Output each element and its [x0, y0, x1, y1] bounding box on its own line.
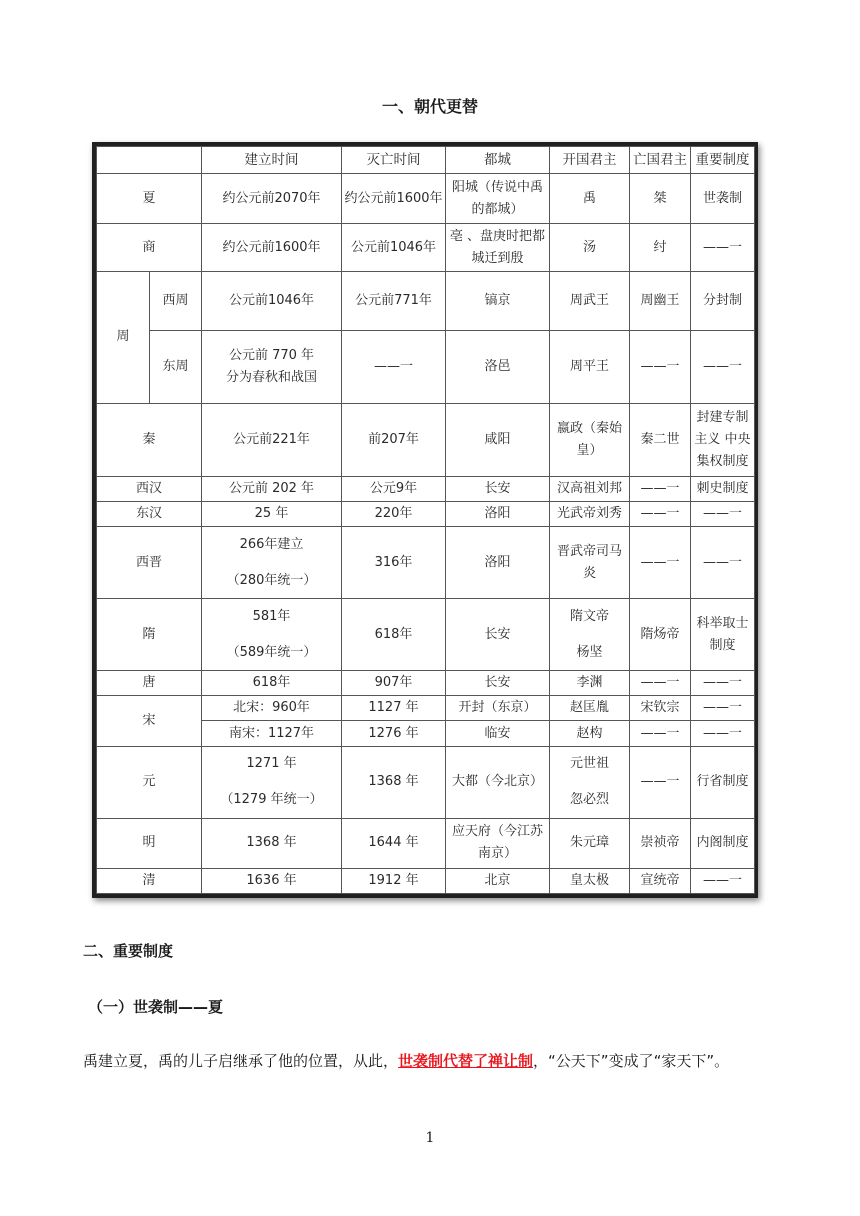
dynasty-name: 东汉: [97, 501, 202, 526]
start-line-1: 公元前 770 年: [228, 348, 315, 364]
table-row: [97, 599, 755, 671]
start-line-1: 581年: [252, 608, 291, 624]
founder-cell: 晋武帝司马炎: [550, 526, 630, 598]
table-row: [97, 818, 755, 868]
end-cell: 1276 年: [342, 721, 446, 746]
founder-cell: [550, 746, 630, 818]
capital-cell: 阳城（传说中禹的都城）: [446, 174, 550, 224]
system-cell: ——一: [691, 224, 755, 272]
paragraph-text: 禹建立夏，禹的儿子启继承了他的位置，从此，: [83, 1052, 399, 1070]
dynasty-name: 周: [97, 272, 150, 403]
founder-cell: 禹: [550, 174, 630, 224]
end-cell: 1644 年: [342, 818, 446, 868]
last-ruler-cell: 崇祯帝: [630, 818, 691, 868]
dynasty-name: 商: [97, 224, 202, 272]
start-cell: 南宋：1127年: [202, 721, 342, 746]
founder-line-2: 杨坚: [576, 644, 603, 660]
system-cell: 刺史制度: [691, 476, 755, 501]
capital-cell: 长安: [446, 671, 550, 696]
header-cell: 亡国君主: [630, 147, 691, 174]
start-cell: 25 年: [202, 501, 342, 526]
last-ruler-cell: 桀: [630, 174, 691, 224]
last-ruler-cell: 秦二世: [630, 403, 691, 476]
dynasty-name: 西汉: [97, 476, 202, 501]
founder-cell: 周武王: [550, 272, 630, 331]
dynasty-name: 宋: [97, 696, 202, 746]
table-row: [97, 272, 755, 331]
table-row: [97, 671, 755, 696]
last-ruler-cell: ——一: [630, 476, 691, 501]
founder-cell: 汤: [550, 224, 630, 272]
system-cell: 分封制: [691, 272, 755, 331]
end-cell: 公元前771年: [342, 272, 446, 331]
capital-cell: 长安: [446, 599, 550, 671]
capital-cell: 应天府（今江苏南京）: [446, 818, 550, 868]
start-cell: 618年: [202, 671, 342, 696]
founder-cell: 赵构: [550, 721, 630, 746]
start-line-2: （589年统一）: [226, 644, 317, 660]
capital-cell: 洛阳: [446, 526, 550, 598]
capital-cell: 长安: [446, 476, 550, 501]
table-row: [97, 868, 755, 893]
dynasty-name: 夏: [97, 174, 202, 224]
page-heading: 一、朝代更替: [381, 97, 478, 116]
founder-cell: 皇太极: [550, 868, 630, 893]
highlighted-text: 世袭制代替了禅让制: [398, 1052, 534, 1070]
dynasty-name: 清: [97, 868, 202, 893]
capital-cell: 亳 、盘庚时把都城迁到殷: [446, 224, 550, 272]
system-cell: 世袭制: [691, 174, 755, 224]
dynasty-table: [96, 146, 755, 894]
end-cell: 1368 年: [342, 746, 446, 818]
dynasty-name: 明: [97, 818, 202, 868]
system-cell: 科举取士制度: [691, 599, 755, 671]
system-cell: ——一: [691, 526, 755, 598]
capital-cell: 咸阳: [446, 403, 550, 476]
capital-cell: 洛邑: [446, 331, 550, 403]
header-cell: 开国君主: [550, 147, 630, 174]
end-cell: 前207年: [342, 403, 446, 476]
capital-cell: 镐京: [446, 272, 550, 331]
start-line-2: （1279 年统一）: [220, 792, 323, 808]
founder-line-1: 隋文帝: [569, 608, 609, 624]
start-cell: [202, 331, 342, 403]
start-line-1: 266年建立: [239, 536, 304, 552]
end-cell: 907年: [342, 671, 446, 696]
start-cell: 1636 年: [202, 868, 342, 893]
header-cell: 重要制度: [691, 147, 755, 174]
system-cell: 封建专制主义 中央集权制度: [691, 403, 755, 476]
dynasty-name: 隋: [97, 599, 202, 671]
founder-cell: 朱元璋: [550, 818, 630, 868]
table-row: [97, 331, 755, 403]
header-cell: 都城: [446, 147, 550, 174]
page-number: 1: [425, 1130, 435, 1146]
system-cell: ——一: [691, 331, 755, 403]
section-title: 二、重要制度: [83, 942, 174, 960]
last-ruler-cell: ——一: [630, 526, 691, 598]
system-cell: 行省制度: [691, 746, 755, 818]
table-header-row: [97, 147, 755, 174]
end-cell: 1912 年: [342, 868, 446, 893]
last-ruler-cell: ——一: [630, 721, 691, 746]
table-row: [97, 224, 755, 272]
dynasty-table-image: [92, 142, 758, 898]
start-line-2: （280年统一）: [226, 572, 317, 588]
start-cell: 北宋：960年: [202, 696, 342, 721]
end-cell: 220年: [342, 501, 446, 526]
founder-line-2: 忽必烈: [569, 792, 609, 808]
founder-line-1: 元世祖: [569, 756, 609, 772]
last-ruler-cell: 宣统帝: [630, 868, 691, 893]
start-cell: 1368 年: [202, 818, 342, 868]
start-cell: 公元前 202 年: [202, 476, 342, 501]
end-cell: 316年: [342, 526, 446, 598]
end-cell: 1127 年: [342, 696, 446, 721]
table-row: [97, 746, 755, 818]
capital-cell: 大都（今北京）: [446, 746, 550, 818]
sub-dynasty-name: 东周: [150, 331, 202, 403]
table-row: [97, 476, 755, 501]
system-cell: ——一: [691, 696, 755, 721]
dynasty-name: 西晋: [97, 526, 202, 598]
start-line-1: 1271 年: [246, 756, 297, 772]
founder-cell: 汉高祖刘邦: [550, 476, 630, 501]
system-cell: ——一: [691, 868, 755, 893]
header-cell: 灭亡时间: [342, 147, 446, 174]
end-cell: 约公元前1600年: [342, 174, 446, 224]
capital-cell: 北京: [446, 868, 550, 893]
last-ruler-cell: ——一: [630, 331, 691, 403]
start-cell: 约公元前1600年: [202, 224, 342, 272]
last-ruler-cell: ——一: [630, 501, 691, 526]
last-ruler-cell: 纣: [630, 224, 691, 272]
paragraph-text: ，“公天下”变成了“家天下”。: [533, 1052, 730, 1070]
start-cell: [202, 599, 342, 671]
system-cell: ——一: [691, 501, 755, 526]
table-row: [97, 526, 755, 598]
dynasty-name: 秦: [97, 403, 202, 476]
subsection-title: （一）世袭制——夏: [88, 998, 224, 1016]
start-cell: 约公元前2070年: [202, 174, 342, 224]
founder-cell: 光武帝刘秀: [550, 501, 630, 526]
founder-cell: 李渊: [550, 671, 630, 696]
system-cell: 内阁制度: [691, 818, 755, 868]
system-cell: ——一: [691, 671, 755, 696]
dynasty-name: 唐: [97, 671, 202, 696]
founder-cell: 周平王: [550, 331, 630, 403]
founder-cell: [550, 599, 630, 671]
start-cell: 公元前1046年: [202, 272, 342, 331]
sub-dynasty-name: 西周: [150, 272, 202, 331]
last-ruler-cell: 周幽王: [630, 272, 691, 331]
end-cell: 公元9年: [342, 476, 446, 501]
table-row: [97, 501, 755, 526]
start-cell: [202, 526, 342, 598]
founder-cell: 赵匡胤: [550, 696, 630, 721]
last-ruler-cell: 隋炀帝: [630, 599, 691, 671]
capital-cell: 洛阳: [446, 501, 550, 526]
capital-cell: 临安: [446, 721, 550, 746]
last-ruler-cell: ——一: [630, 746, 691, 818]
header-cell: 建立时间: [202, 147, 342, 174]
table-row: [97, 403, 755, 476]
start-cell: [202, 746, 342, 818]
table-row: [97, 174, 755, 224]
capital-cell: 开封（东京）: [446, 696, 550, 721]
founder-cell: 嬴政（秦始皇）: [550, 403, 630, 476]
table-row: [97, 696, 755, 721]
paragraph: [83, 1050, 729, 1071]
end-cell: ——一: [342, 331, 446, 403]
start-cell: 公元前221年: [202, 403, 342, 476]
end-cell: 618年: [342, 599, 446, 671]
system-cell: ——一: [691, 721, 755, 746]
last-ruler-cell: 宋钦宗: [630, 696, 691, 721]
dynasty-name: 元: [97, 746, 202, 818]
end-cell: 公元前1046年: [342, 224, 446, 272]
start-line-2: 分为春秋和战国: [225, 370, 317, 386]
header-cell: [97, 147, 202, 174]
last-ruler-cell: ——一: [630, 671, 691, 696]
